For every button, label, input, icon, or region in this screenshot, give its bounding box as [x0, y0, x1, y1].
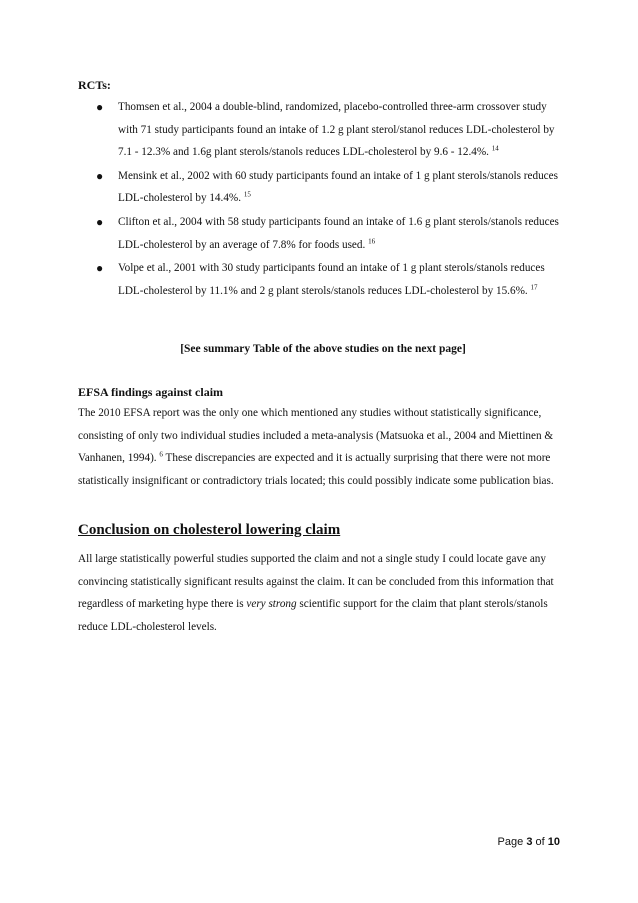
- efsa-heading: EFSA findings against claim: [78, 385, 224, 399]
- rcts-heading: RCTs:: [78, 78, 111, 92]
- reference-number: 6: [159, 450, 163, 459]
- reference-number: 15: [243, 190, 251, 199]
- reference-number: 16: [368, 236, 376, 245]
- conclusion-text-after: scientific support for the claim that plant sterols/stanols reduce LDL-cholesterol levels.: [78, 598, 548, 633]
- of-word: of: [535, 836, 545, 848]
- total-pages: 10: [547, 836, 560, 848]
- reference-number: 17: [530, 283, 538, 292]
- list-item-text: Clifton et al., 2004 with 58 study participants found an intake of 1.6 g plant sterols/stanols reduces LDL-cholesterol by an average of 7.8% for foods used.: [118, 215, 559, 251]
- efsa-text-before: The 2010 EFSA report was the only one which mentioned any studies without statistically significance, consisting of only two individual studies included a meta-analysis (Matsuoka et al., 2004 and Miettinen & Vanhanen, 1994).: [78, 407, 554, 465]
- list-item-text: Mensink et al., 2002 with 60 study participants found an intake of 1 g plant sterols/stanols reduces LDL-cholesterol by 14.4%.: [118, 169, 558, 205]
- list-item: [78, 165, 568, 210]
- list-item-text: Thomsen et al., 2004 a double-blind, randomized, placebo-controlled three-arm crossover study with 71 study participants found an intake of 1.2 g plant sterol/stanol reduces LDL-cholesterol by 7.1 - 12.3% and 1.6g plant sterols/stanols reduces LDL-cholesterol by 9.6 - 12.4%.: [118, 101, 555, 159]
- list-item-text: Volpe et al., 2001 with 30 study participants found an intake of 1 g plant sterols/stanols reduces LDL-cholesterol by 11.1% and 2 g plant sterols/stanols reduces LDL-cholesterol by 15.6%.: [118, 262, 545, 297]
- efsa-paragraph: [78, 402, 568, 492]
- page-footer: [498, 836, 560, 848]
- see-summary-note: [See summary Table of the above studies on the next page]: [180, 343, 466, 355]
- conclusion-emphasis: very strong: [246, 598, 297, 611]
- bullet-icon: ●: [96, 168, 104, 183]
- conclusion-heading: Conclusion on cholesterol lowering claim: [78, 522, 341, 538]
- list-item: [78, 257, 568, 302]
- current-page-number: 3: [526, 836, 533, 848]
- rcts-list: [78, 96, 568, 303]
- page-word: Page: [497, 836, 524, 848]
- list-item: [78, 211, 568, 256]
- conclusion-paragraph: [78, 548, 568, 638]
- reference-number: 14: [491, 144, 499, 153]
- conclusion-text-before: All large statistically powerful studies supported the claim and not a single study I could locate gave any convincing statistically significant results against the claim. It can be concluded from this information that regardless of marketing hype there is: [78, 553, 554, 611]
- bullet-icon: ●: [96, 261, 104, 276]
- bullet-icon: ●: [96, 214, 104, 229]
- list-item: [78, 96, 568, 164]
- bullet-icon: ●: [96, 100, 104, 114]
- efsa-text-after: These discrepancies are expected and it is actually surprising that there were not more statistically insignificant or contradictory trials located; this could possibly indicate some publication bias.: [78, 452, 554, 487]
